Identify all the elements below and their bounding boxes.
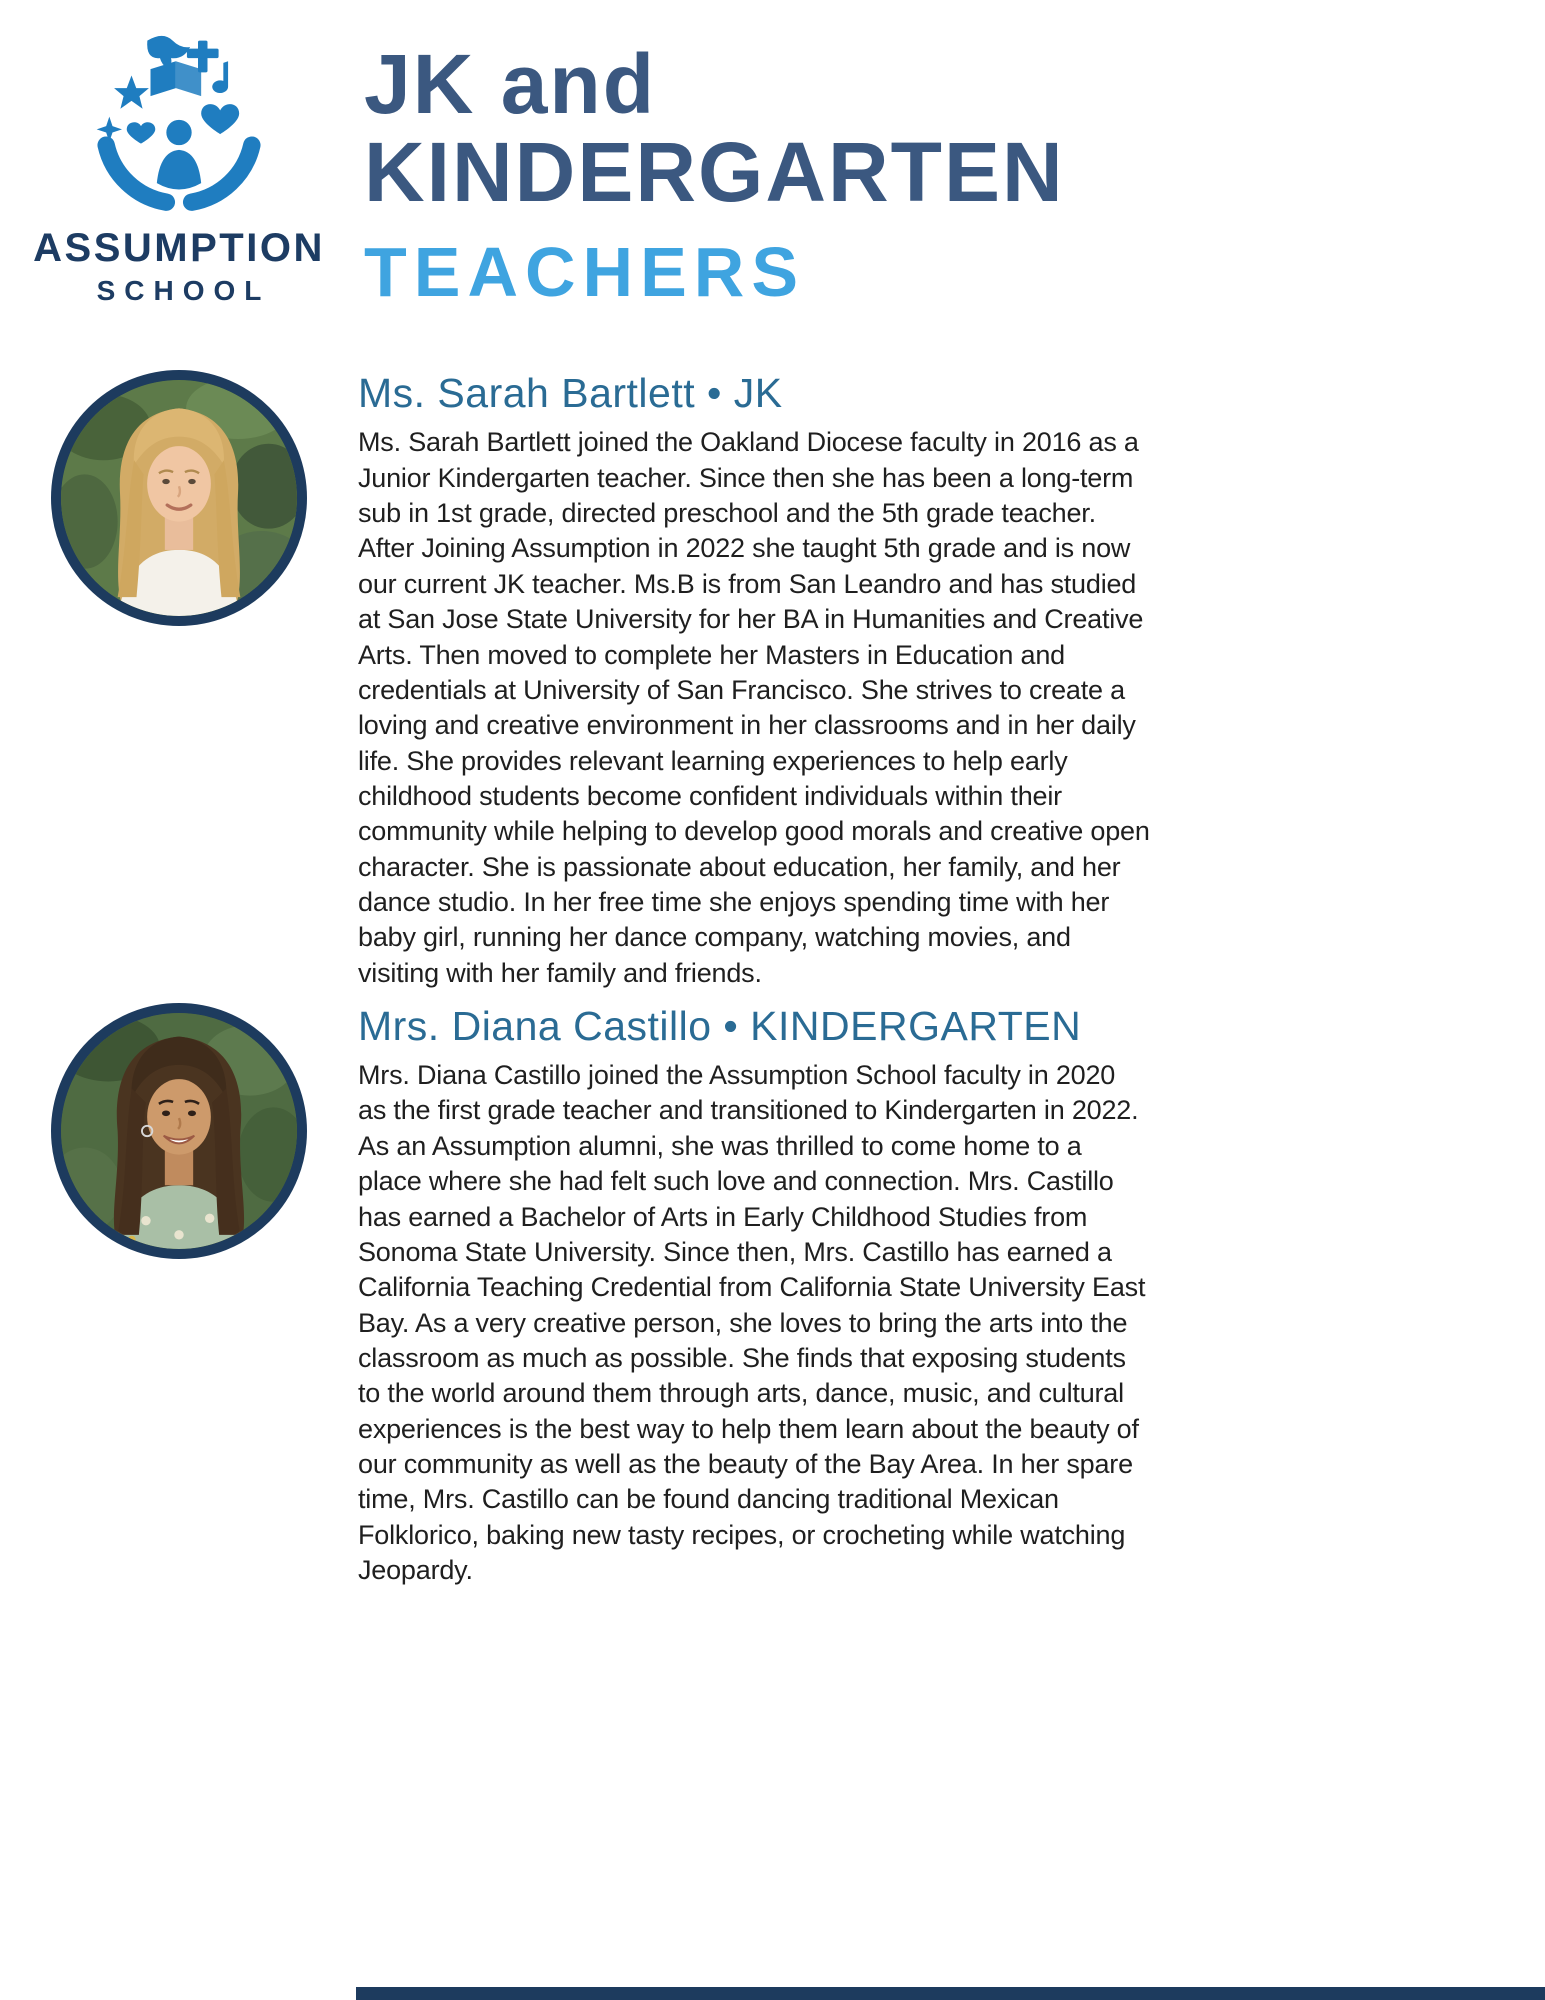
page-subtitle: TEACHERS (364, 233, 806, 312)
title-line-1: JK and (364, 37, 657, 131)
teacher-text-column (358, 1003, 1150, 1588)
assumption-school-logo-icon (0, 28, 358, 218)
logo-school-text: SCHOOL (96, 275, 271, 306)
header (0, 0, 1545, 312)
teacher-section-diana-castillo (0, 1003, 1545, 1588)
bottom-accent-bar (356, 1987, 1545, 2000)
title-line-2: KINDERGARTEN (364, 125, 1065, 220)
teacher-text-column (358, 370, 1150, 991)
diana-castillo-photo (51, 1003, 307, 1259)
sarah-bartlett-photo (51, 370, 307, 626)
teacher-bio-sarah: Ms. Sarah Bartlett joined the Oakland Diocese faculty in 2016 as a Junior Kindergarten teacher. Since then she has been a long-term sub in 1st grade, directed preschool and the 5th grade teacher. After Joining Assumption in 2022 she taught 5th grade and is now our current JK teacher. Ms.B is from San Leandro and has studied at San Jose State University for her BA in Humanities and Creative Arts. Then moved to complete her Masters in Education and credentials at University of San Francisco. She strives to create a loving and creative environment in her classrooms and in her daily life. She provides relevant learning experiences to help early childhood students become confident individuals within their community while helping to develop good morals and creative open character. She is passionate about education, her family, and her dance studio. In her free time she enjoys spending time with her baby girl, running her dance company, watching movies, and visiting with her family and friends. (358, 427, 1150, 988)
logo-name-text: ASSUMPTION (33, 226, 325, 270)
photo-column (0, 1003, 358, 1259)
teacher-section-sarah-bartlett (0, 370, 1545, 991)
school-logo-block (0, 28, 358, 312)
photo-column (0, 370, 358, 626)
title-block (358, 28, 1065, 312)
teacher-heading-sarah: Ms. Sarah Bartlett • JK (358, 370, 783, 417)
page-title (364, 37, 1065, 220)
teacher-bio-diana: Mrs. Diana Castillo joined the Assumption School faculty in 2020 as the first grade teacher and transitioned to Kindergarten in 2022. As an Assumption alumni, she was thrilled to come home to a place where she had felt such love and connection. Mrs. Castillo has earned a Bachelor of Arts in Early Childhood Studies from Sonoma State University. Since then, Mrs. Castillo has earned a California Teaching Credential from California State University East Bay. As a very creative person, she loves to bring the arts into the classroom as much as possible. She finds that exposing students to the world around them through arts, dance, music, and cultural experiences is the best way to help them learn about the beauty of our community as well as the beauty of the Bay Area. In her spare time, Mrs. Castillo can be found dancing traditional Mexican Folklorico, baking new tasty recipes, or crocheting while watching Jeopardy. (358, 1060, 1146, 1586)
teacher-heading-diana: Mrs. Diana Castillo • KINDERGARTEN (358, 1003, 1082, 1050)
